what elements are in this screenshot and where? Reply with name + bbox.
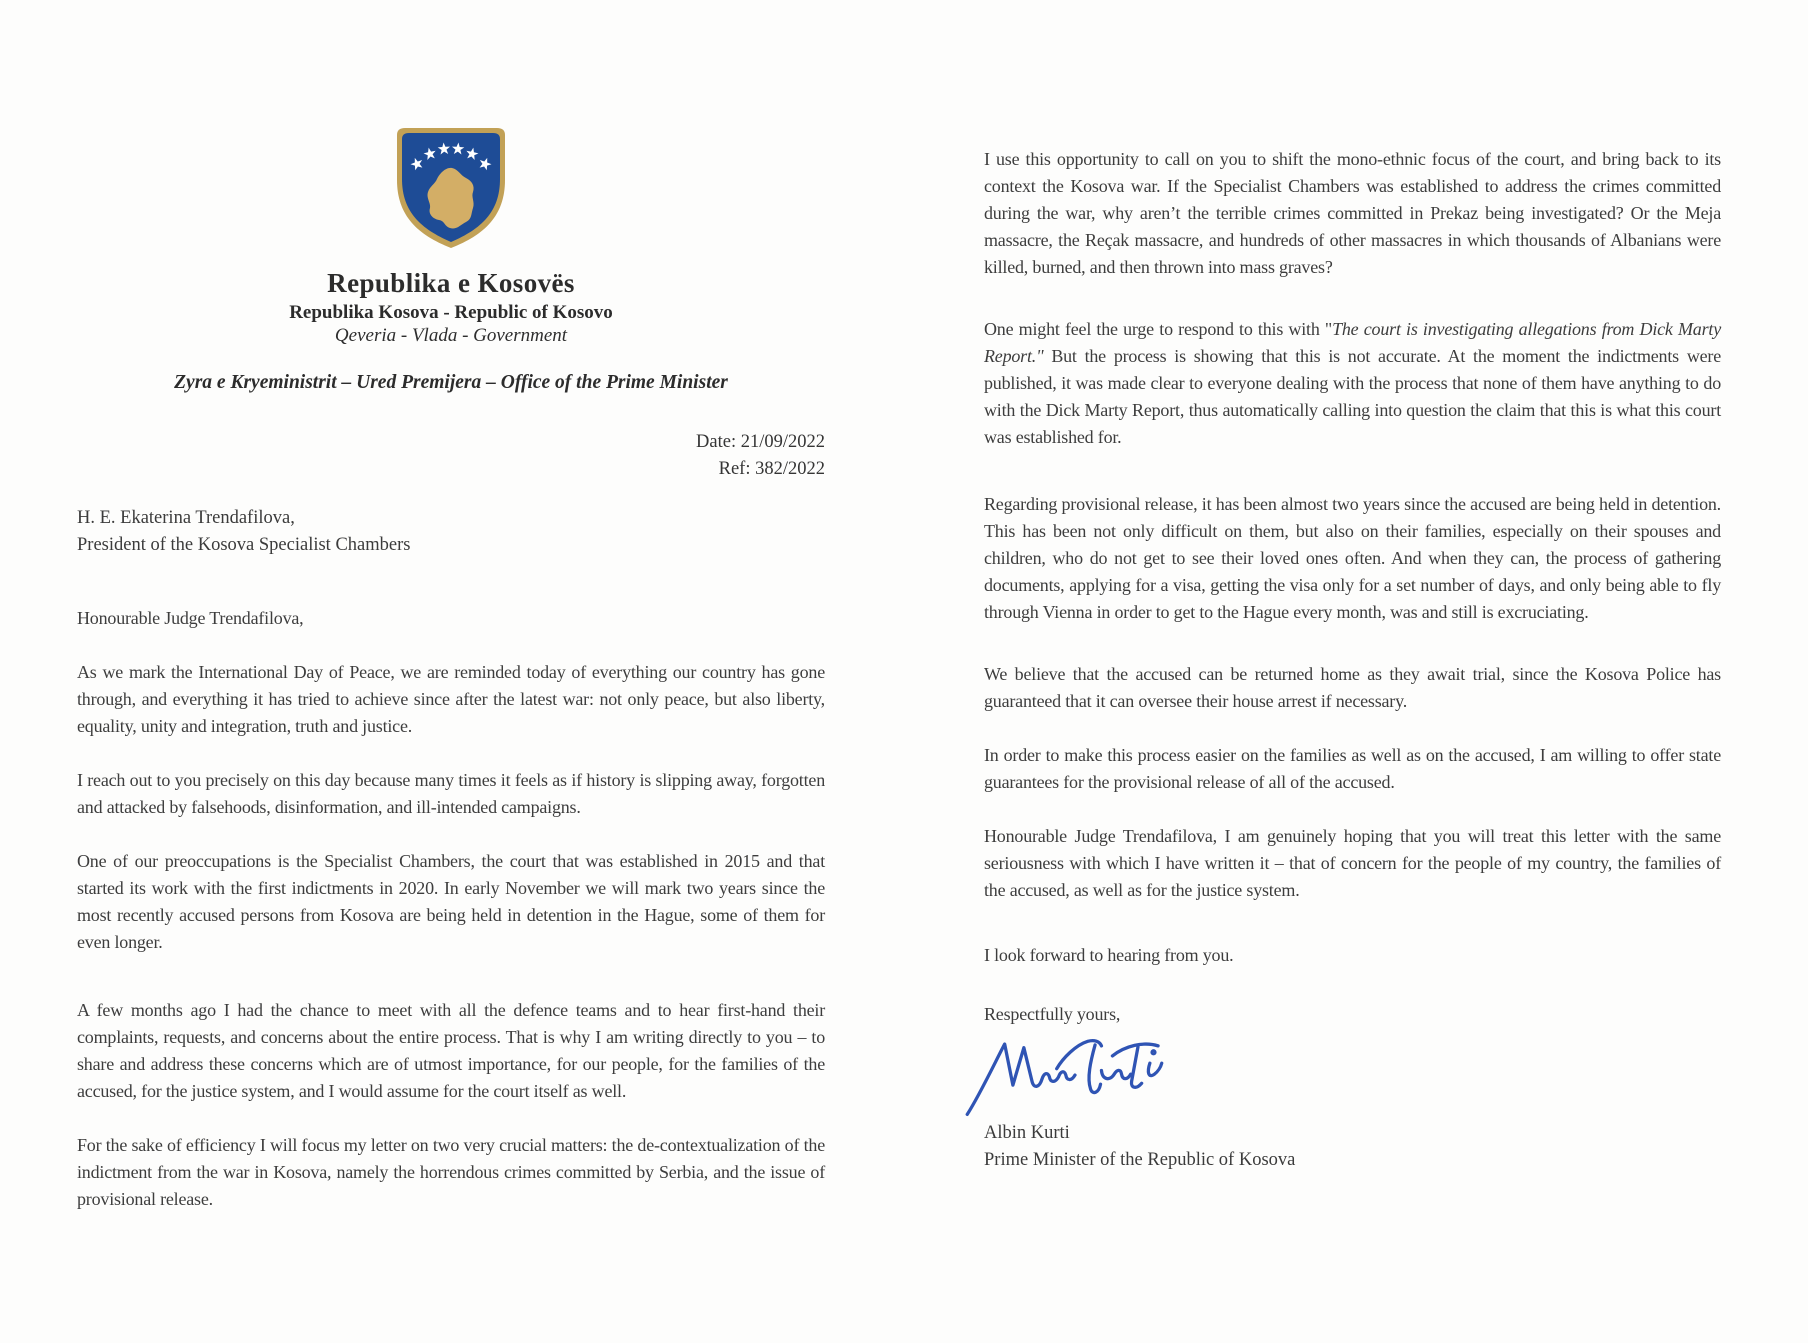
government-line: Qeveria - Vlada - Government [334,325,568,346]
body-paragraph-1: As we mark the International Day of Peace, we are reminded today of everything our country has gone through, and everything it has tried to achieve since after the latest war: not only peace, but also liberty, equality, unity and integration, truth and justice. [77,662,825,736]
right-column [984,146,1721,1174]
body-paragraph-11: Honourable Judge Trendafilova, I am genuinely hoping that you will treat this letter with the same seriousness with which I have written it – that of concern for the people of my country, the families of the accused, as well as for the justice system. [984,826,1721,900]
date-line: Date: 21/09/2022 [696,432,825,452]
body-paragraph-6: I use this opportunity to call on you to shift the mono-ethnic focus of the court, and bring back to its context the Kosova war. If the Specialist Chambers was established to address the crimes committed during the war, why aren’t the terrible crimes committed in Prekaz being investigated? Or the Meja massacre, the Reçak massacre, and hundreds of other massacres in which thousands of Albanians were killed, burned, and then thrown into mass graves? [984,149,1721,277]
body-paragraph-10: In order to make this process easier on the families as well as on the accused, I am willing to offer state guarantees for the provisional release of all of the accused. [984,745,1721,792]
recipient-title: President of the Kosova Specialist Chambers [77,535,411,555]
signer-name: Albin Kurti [984,1123,1070,1143]
date-ref-block [77,429,825,483]
office-of-pm-line: Zyra e Kryeministrit – Ured Premijera – Office of the Prime Minister [174,372,728,393]
signer-title: Prime Minister of the Republic of Kosova [984,1150,1296,1170]
body-paragraph-9: We believe that the accused can be returned home as they await trial, since the Kosova Police has guaranteed that it can oversee their house arrest if necessary. [984,664,1721,711]
body-paragraph-5: For the sake of efficiency I will focus my letter on two very crucial matters: the de-contextualization of the indictment from the war in Kosova, namely the horrendous crimes committed by Serbia, and the issue of provisional release. [77,1135,825,1209]
recipient-block [77,505,825,559]
quote-suffix: But the process is showing that this is not accurate. At the moment the indictments were published, it was made clear to everyone dealing with the process that none of them have anything to do with the Dick Marty Report, thus automatically calling into question the claim that this is what this court was established for. [984,346,1721,447]
recipient-name: H. E. Ekaterina Trendafilova, [77,508,295,528]
body-paragraph-3: One of our preoccupations is the Specialist Chambers, the court that was established in 2015 and that started its work with the first indictments in 2020. In early November we will mark two years since the most recently accused persons from Kosova are being held in detention in the Hague, some of them for even longer. [77,851,825,952]
body-paragraph-8: Regarding provisional release, it has been almost two years since the accused are being held in detention. This has been not only difficult on them, but also on their families, especially on their spouses and children, who do not get to see their loved ones often. And when they can, the process of gathering documents, applying for a visa, getting the visa only for a set number of days, and only being able to fly through Vienna in order to get to the Hague every month, was and still is excruciating. [984,494,1721,622]
handwritten-signature [952,1034,1187,1118]
ref-line: Ref: 382/2022 [718,459,825,479]
republic-subtitle: Republika Kosova - Republic of Kosovo [289,302,613,323]
respectfully-line: Respectfully yours, [984,1004,1121,1024]
kosovo-coat-of-arms [395,126,507,250]
body-paragraph-2: I reach out to you precisely on this day because many times it feels as if history is slipping away, forgotten and attacked by falsehoods, disinformation, and ill-intended campaigns. [77,770,825,817]
body-paragraph-4: A few months ago I had the chance to meet with all the defence teams and to hear first-hand their complaints, requests, and concerns about the entire process. That is why I am writing directly to you – to share and address these concerns which are of utmost importance, for our people, for the families of the accused, for the justice system, and I would assume for the court itself as well. [77,1000,825,1101]
closing-line: I look forward to hearing from you. [984,945,1234,965]
left-column [77,0,825,1213]
signature-ink [967,1041,1161,1115]
quote-prefix: One might feel the urge to respond to this with " [984,319,1333,339]
salutation: Honourable Judge Trendafilova, [77,608,304,628]
republic-title: Republika e Kosovës [327,268,575,298]
quote-paragraph [984,316,1721,451]
quoted-italic-text: The court is investigating allegations from Dick Marty Report." [984,319,1721,366]
